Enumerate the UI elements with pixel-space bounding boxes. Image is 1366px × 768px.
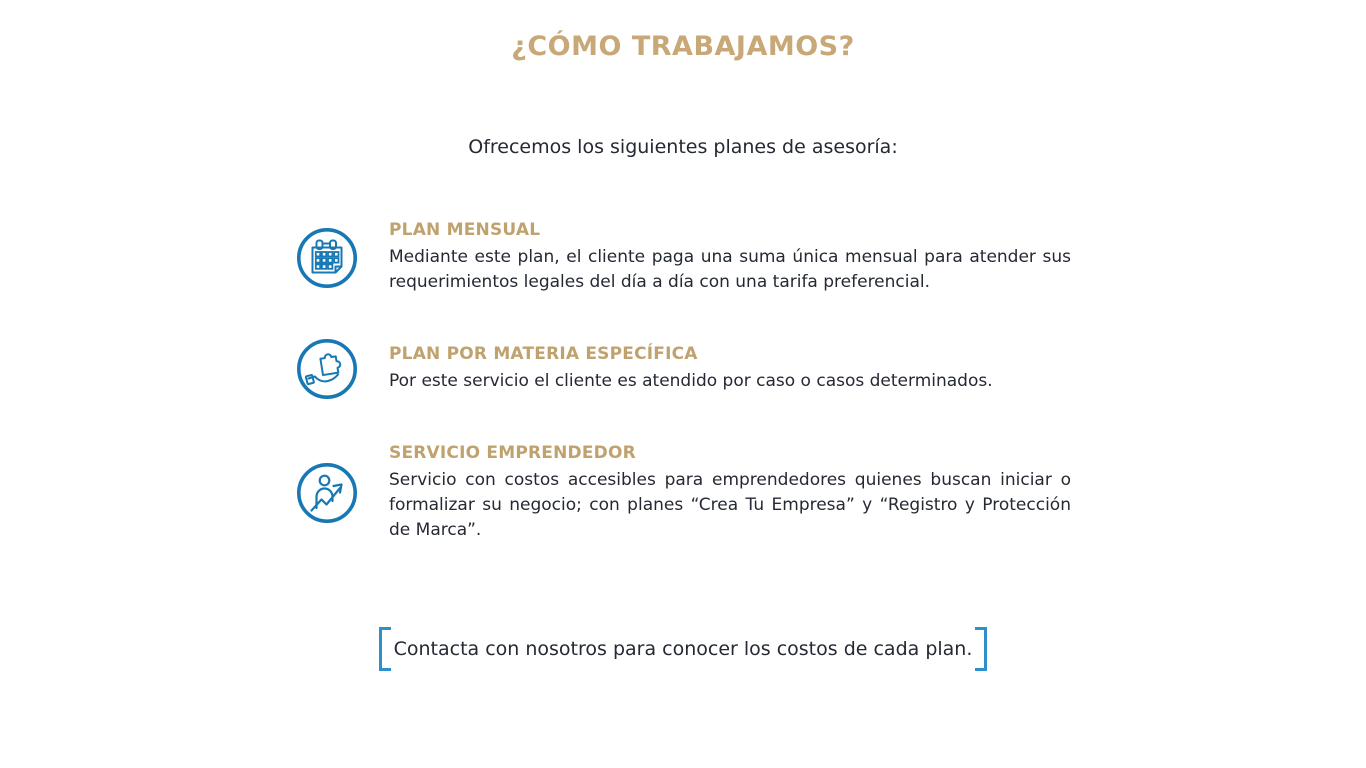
plan-text-emprendedor (389, 443, 1071, 543)
puzzle-hand-icon (295, 337, 359, 401)
person-growth-icon (295, 461, 359, 525)
calendar-icon (295, 226, 359, 290)
left-bracket-decoration (379, 627, 391, 671)
plan-description: Por este servicio el cliente es atendido por caso o casos determinados. (389, 371, 993, 391)
contact-cta-banner[interactable] (0, 627, 1366, 671)
section-subtitle: Ofrecemos los siguientes planes de asesoría: (468, 136, 898, 158)
plans-list (295, 220, 1071, 543)
plan-row-emprendedor (295, 443, 1071, 543)
page-title: ¿CÓMO TRABAJAMOS? (511, 31, 855, 62)
plan-text-mensual (389, 220, 1071, 295)
plan-description: Mediante este plan, el cliente paga una suma única mensual para atender sus requerimientos legales del día a día con una tarifa preferencial. (389, 247, 1071, 292)
plan-description: Servicio con costos accesibles para emprendedores quienes buscan iniciar o formalizar su negocio; con planes “Crea Tu Empresa” y “Registro y Protección de Marca”. (389, 470, 1071, 540)
plan-row-mensual (295, 220, 1071, 295)
plan-title: PLAN POR MATERIA ESPECÍFICA (389, 344, 698, 364)
plan-title: SERVICIO EMPRENDEDOR (389, 443, 636, 463)
plan-row-materia-especifica (295, 337, 1071, 401)
right-bracket-decoration (975, 627, 987, 671)
plan-text-materia-especifica (389, 344, 1071, 394)
plan-title: PLAN MENSUAL (389, 220, 541, 240)
contact-cta-text: Contacta con nosotros para conocer los costos de cada plan. (393, 638, 973, 660)
